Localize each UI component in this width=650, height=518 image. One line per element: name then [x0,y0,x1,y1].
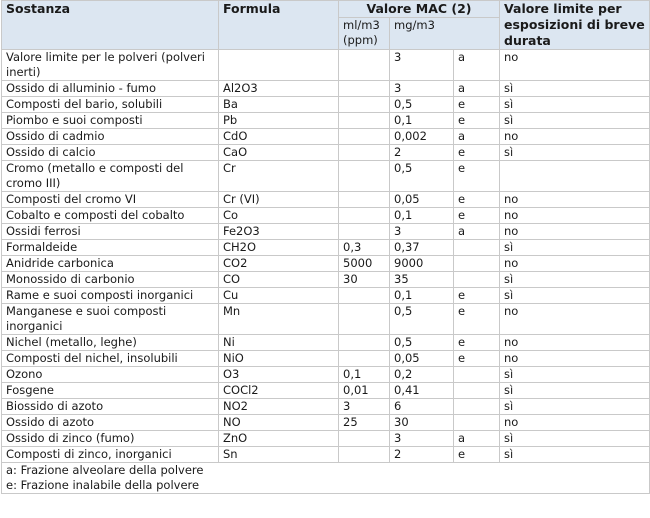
cell-formula: Cu [219,288,339,304]
cell-substance: Formaldeide [2,240,219,256]
table-body [2,50,650,463]
cell-fraction [454,272,500,288]
cell-mgm3: 9000 [390,256,454,272]
cell-substance: Manganese e suoi composti inorganici [2,304,219,335]
cell-fraction: a [454,224,500,240]
table-row [2,335,650,351]
cell-fraction: a [454,129,500,145]
cell-substance: Ozono [2,367,219,383]
cell-fraction: e [454,97,500,113]
cell-fraction: e [454,145,500,161]
cell-formula: Cr (VI) [219,192,339,208]
cell-short-limit: no [500,256,650,272]
cell-short-limit: no [500,192,650,208]
cell-formula: NiO [219,351,339,367]
cell-fraction [454,383,500,399]
cell-fraction [454,256,500,272]
cell-mgm3: 0,5 [390,97,454,113]
cell-ppm [339,288,390,304]
cell-short-limit: sì [500,431,650,447]
cell-mgm3: 2 [390,145,454,161]
cell-fraction: e [454,161,500,192]
cell-fraction: e [454,304,500,335]
cell-mgm3: 0,5 [390,161,454,192]
table-row [2,431,650,447]
cell-substance: Composti del bario, solubili [2,97,219,113]
cell-substance: Ossido di alluminio - fumo [2,81,219,97]
note-alveolar: a: Frazione alveolare della polvere [2,463,650,479]
cell-substance: Piombo e suoi composti [2,113,219,129]
cell-ppm [339,304,390,335]
table-row [2,272,650,288]
header-ppm: ml/m3 (ppm) [339,18,390,50]
cell-short-limit: sì [500,97,650,113]
cell-fraction: a [454,431,500,447]
cell-fraction: e [454,113,500,129]
cell-mgm3: 0,1 [390,288,454,304]
note-inhalable: e: Frazione inalabile della polvere [2,478,650,494]
cell-formula [219,50,339,81]
cell-ppm [339,81,390,97]
cell-mgm3: 0,2 [390,367,454,383]
cell-formula: Al2O3 [219,81,339,97]
header-row [2,1,650,18]
cell-mgm3: 0,1 [390,208,454,224]
cell-substance: Anidride carbonica [2,256,219,272]
cell-mgm3: 0,1 [390,113,454,129]
mac-values-table [1,0,650,494]
cell-ppm [339,224,390,240]
cell-ppm [339,208,390,224]
note-row [2,463,650,479]
cell-formula: COCl2 [219,383,339,399]
cell-short-limit: sì [500,240,650,256]
cell-ppm [339,145,390,161]
cell-short-limit: sì [500,447,650,463]
cell-ppm [339,129,390,145]
table-row [2,97,650,113]
cell-formula: CO [219,272,339,288]
cell-fraction [454,240,500,256]
table-row [2,50,650,81]
cell-ppm: 3 [339,399,390,415]
table-row [2,367,650,383]
cell-short-limit: sì [500,113,650,129]
cell-mgm3: 30 [390,415,454,431]
cell-ppm [339,97,390,113]
table-row [2,161,650,192]
cell-short-limit: sì [500,145,650,161]
cell-formula: Fe2O3 [219,224,339,240]
header-substance: Sostanza [2,1,219,50]
cell-substance: Composti del cromo VI [2,192,219,208]
cell-mgm3: 3 [390,224,454,240]
cell-formula: Co [219,208,339,224]
cell-substance: Cobalto e composti del cobalto [2,208,219,224]
cell-short-limit: sì [500,81,650,97]
cell-ppm [339,50,390,81]
cell-short-limit: no [500,304,650,335]
cell-ppm [339,351,390,367]
cell-ppm [339,431,390,447]
table-row [2,304,650,335]
cell-fraction [454,415,500,431]
cell-mgm3: 0,5 [390,304,454,335]
cell-mgm3: 3 [390,431,454,447]
cell-fraction: e [454,447,500,463]
cell-mgm3: 3 [390,50,454,81]
cell-substance: Composti di zinco, inorganici [2,447,219,463]
table-row [2,208,650,224]
table-row [2,129,650,145]
table-row [2,192,650,208]
cell-fraction: a [454,50,500,81]
cell-short-limit: sì [500,367,650,383]
cell-mgm3: 3 [390,81,454,97]
cell-short-limit: sì [500,383,650,399]
cell-formula: CH2O [219,240,339,256]
cell-short-limit: sì [500,399,650,415]
table-row [2,288,650,304]
cell-short-limit: no [500,351,650,367]
cell-short-limit: sì [500,288,650,304]
header-short-limit: Valore limite per esposizioni di breve durata [500,1,650,50]
cell-short-limit: no [500,415,650,431]
table-row [2,256,650,272]
cell-formula: CO2 [219,256,339,272]
cell-fraction: e [454,208,500,224]
cell-formula: NO2 [219,399,339,415]
cell-mgm3: 0,5 [390,335,454,351]
cell-mgm3: 0,05 [390,192,454,208]
cell-mgm3: 0,41 [390,383,454,399]
header-mgm3: mg/m3 [390,18,500,50]
cell-formula: Sn [219,447,339,463]
cell-formula: Mn [219,304,339,335]
cell-substance: Nichel (metallo, leghe) [2,335,219,351]
cell-substance: Biossido di azoto [2,399,219,415]
cell-fraction [454,399,500,415]
cell-ppm: 25 [339,415,390,431]
cell-substance: Fosgene [2,383,219,399]
note-row [2,478,650,494]
cell-short-limit: no [500,129,650,145]
table-row [2,447,650,463]
cell-formula: Cr [219,161,339,192]
table-row [2,224,650,240]
cell-formula: ZnO [219,431,339,447]
cell-mgm3: 2 [390,447,454,463]
cell-fraction: e [454,192,500,208]
cell-short-limit: no [500,335,650,351]
cell-formula: Ni [219,335,339,351]
cell-ppm [339,447,390,463]
cell-short-limit: no [500,50,650,81]
cell-mgm3: 6 [390,399,454,415]
cell-substance: Monossido di carbonio [2,272,219,288]
cell-ppm: 5000 [339,256,390,272]
cell-substance: Cromo (metallo e composti del cromo III) [2,161,219,192]
cell-short-limit: no [500,208,650,224]
table-row [2,415,650,431]
cell-fraction: e [454,288,500,304]
cell-short-limit [500,161,650,192]
cell-short-limit: no [500,224,650,240]
cell-substance: Composti del nichel, insolubili [2,351,219,367]
cell-fraction: a [454,81,500,97]
cell-ppm: 0,01 [339,383,390,399]
cell-substance: Ossido di cadmio [2,129,219,145]
table-row [2,240,650,256]
cell-ppm: 30 [339,272,390,288]
cell-mgm3: 0,37 [390,240,454,256]
cell-ppm [339,192,390,208]
cell-mgm3: 35 [390,272,454,288]
cell-formula: O3 [219,367,339,383]
cell-substance: Ossidi ferrosi [2,224,219,240]
cell-substance: Ossido di zinco (fumo) [2,431,219,447]
cell-fraction [454,367,500,383]
cell-formula: CdO [219,129,339,145]
cell-ppm [339,161,390,192]
cell-short-limit: sì [500,272,650,288]
cell-substance: Ossido di calcio [2,145,219,161]
cell-ppm: 0,1 [339,367,390,383]
cell-formula: Ba [219,97,339,113]
cell-substance: Rame e suoi composti inorganici [2,288,219,304]
cell-ppm [339,335,390,351]
cell-mgm3: 0,05 [390,351,454,367]
table-row [2,351,650,367]
cell-formula: NO [219,415,339,431]
table-row [2,113,650,129]
table-row [2,383,650,399]
table-row [2,145,650,161]
cell-ppm [339,113,390,129]
cell-substance: Valore limite per le polveri (polveri inerti) [2,50,219,81]
table-row [2,81,650,97]
cell-ppm: 0,3 [339,240,390,256]
cell-mgm3: 0,002 [390,129,454,145]
cell-fraction: e [454,335,500,351]
header-mac: Valore MAC (2) [339,1,500,18]
cell-substance: Ossido di azoto [2,415,219,431]
header-formula: Formula [219,1,339,50]
table-row [2,399,650,415]
cell-formula: CaO [219,145,339,161]
cell-formula: Pb [219,113,339,129]
cell-fraction: e [454,351,500,367]
